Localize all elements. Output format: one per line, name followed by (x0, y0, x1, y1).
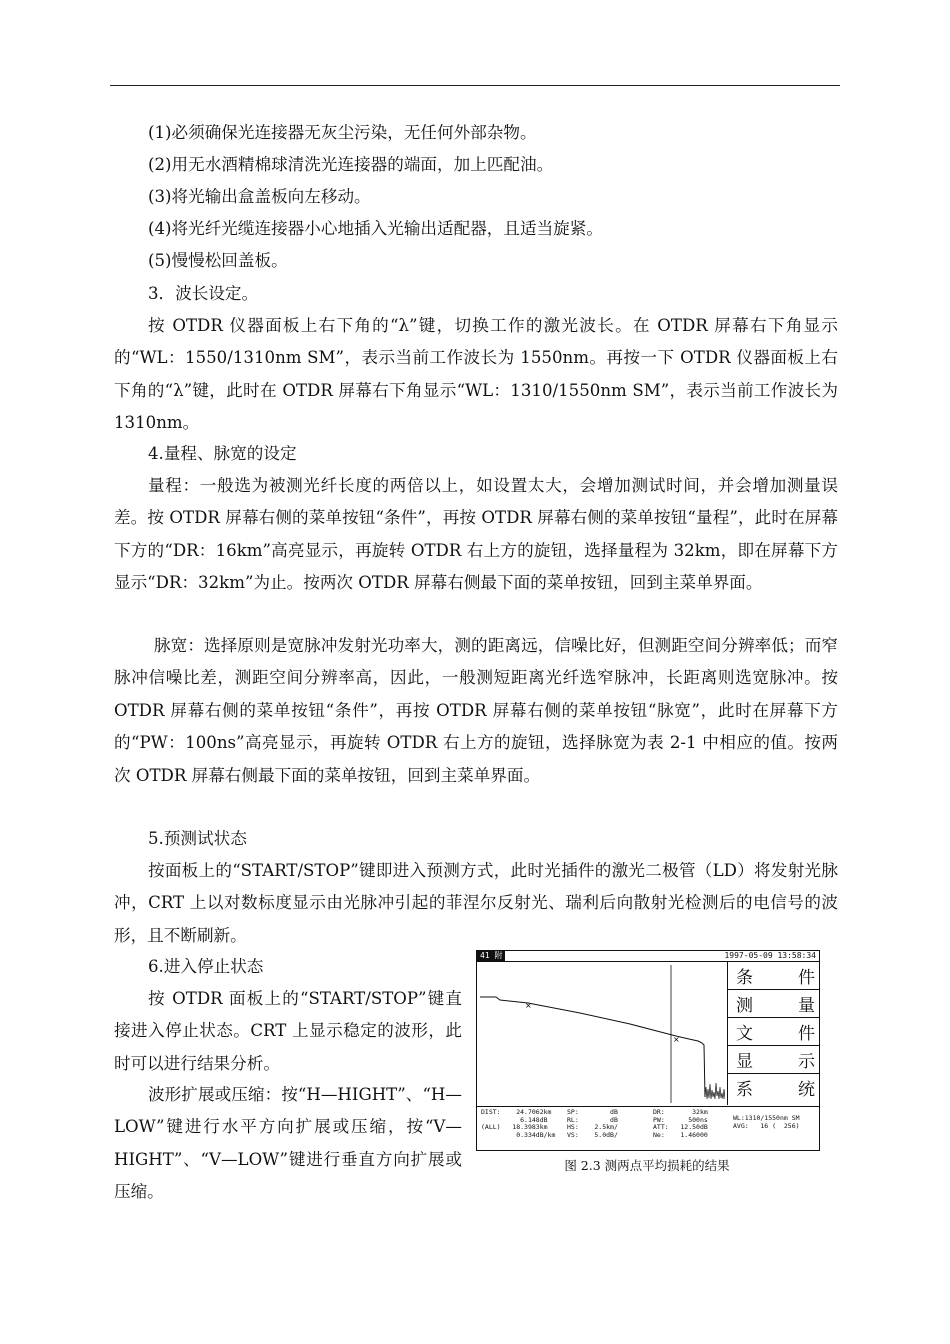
list-item-2: (2)用无水酒精棉球清洗光连接器的端面，加上匹配油。 (148, 155, 554, 174)
list-item-1: (1)必须确保光连接器无灰尘污染，无任何外部杂物。 (148, 123, 537, 142)
status-sp-rl: SP: dB RL: dB HS: 2.5km/ VS: 5.0dB/ (567, 1108, 618, 1139)
otdr-header-bar (477, 951, 819, 962)
figure-caption: 图 2.3 测两点平均损耗的结果 (564, 1158, 730, 1173)
paragraph-pretest: 按面板上的“START/STOP”键即进入预测方式，此时光插件的激光二极管（LD）将发射光脉冲，CRT 上以对数标度显示由光脉冲引起的菲涅尔反射光、瑞利后向散射光检测后的电信号的波形，且不断刷新。 (114, 861, 838, 945)
section-heading-wavelength: 3．波长设定。 (148, 284, 259, 303)
status-distance: DIST: 24.7062km 6.148dB (ALL) 18.3983km 0.334dB/km (481, 1108, 556, 1139)
otdr-status-panel (477, 1106, 819, 1151)
list-item-3: (3)将光输出盒盖板向左移动。 (148, 187, 371, 206)
menu-item-measure[interactable]: 测 量 (728, 990, 819, 1018)
status-dr-pw: DR: 32km PW: 500ns ATT: 12.50dB Ne: 1.46000 (653, 1108, 708, 1139)
otdr-tag: 41 附 (477, 951, 505, 961)
status-wavelength: WL:1310/1550nm SM AVG: 16 ( 256) (733, 1114, 800, 1130)
section-heading-pretest: 5.预测试状态 (148, 829, 247, 848)
paragraph-range: 量程：一般选为被测光纤长度的两倍以上，如设置太大，会增加测试时间，并会增加测量误差。按 OTDR 屏幕右侧的菜单按钮“条件”，再按 OTDR 屏幕右侧的菜单按钮“量程”，此时在屏幕下方的“DR：16km”高亮显示，再旋转 OTDR 右上方的旋钮，选择量程为 32km，即在屏幕下方显示“DR：32km”为止。按两次 OTDR 屏幕右侧最下面的菜单按钮，回到主菜单界面。 (114, 476, 838, 593)
section-heading-stop: 6.进入停止状态 (148, 957, 264, 976)
paragraph-pulse-width: 脉宽：选择原则是宽脉冲发射光功率大，测的距离远，信噪比好，但测距空间分辨率低；而窄脉冲信噪比差，测距空间分辨率高，因此，一般测短距离光纤选窄脉冲，长距离则选宽脉冲。按 OTDR 屏幕右侧的菜单按钮“条件”，再按 OTDR 屏幕右侧的菜单按钮“脉宽”，此时在屏幕下方的“PW：100ns”高亮显示，再旋转 OTDR 右上方的旋钮，选择脉宽为表 2-1 中相应的值。按两次 OTDR 屏幕右侧最下面的菜单按钮，回到主菜单界面。 (114, 636, 838, 785)
marker-x-2: × (673, 1035, 680, 1044)
menu-item-file[interactable]: 文 件 (728, 1018, 819, 1046)
menu-item-display[interactable]: 显 示 (728, 1046, 819, 1074)
otdr-timestamp: 1997-05-09 13:58:34 (724, 951, 816, 960)
section-heading-range-pulse: 4.量程、脉宽的设定 (148, 444, 297, 463)
paragraph-wavelength: 按 OTDR 仪器面板上右下角的“λ”键，切换工作的激光波长。在 OTDR 屏幕右下角显示的“WL：1550/1310nm SM”，表示当前工作波长为 1550nm。再按一下 OTDR 仪器面板上右下角的“λ”键，此时在 OTDR 屏幕右下角显示“WL：1310/1550nm SM”，表示当前工作波长为 1310nm。 (114, 316, 838, 433)
noise-floor (705, 1083, 725, 1099)
paragraph-waveform-scale: 波形扩展或压缩：按“H—HIGHT”、“H—LOW”键进行水平方向扩展或压缩，按“V—HIGHT”、“V—LOW”键进行垂直方向扩展或压缩。 (114, 1085, 462, 1202)
menu-item-conditions[interactable]: 条 件 (728, 962, 819, 990)
header-rule (110, 85, 840, 86)
otdr-menu (727, 962, 819, 1105)
paragraph-stop: 按 OTDR 面板上的“START/STOP”键直接进入停止状态。CRT 上显示稳定的波形，此时可以进行结果分析。 (114, 989, 462, 1073)
marker-x-1: × (525, 1001, 532, 1010)
menu-item-system[interactable]: 系 统 (736, 1080, 815, 1100)
otdr-trace-plot (480, 963, 725, 1103)
list-item-5: (5)慢慢松回盖板。 (148, 251, 288, 270)
otdr-screen-figure (476, 950, 820, 1151)
list-item-4: (4)将光纤光缆连接器小心地插入光输出适配器，且适当旋紧。 (148, 219, 603, 238)
